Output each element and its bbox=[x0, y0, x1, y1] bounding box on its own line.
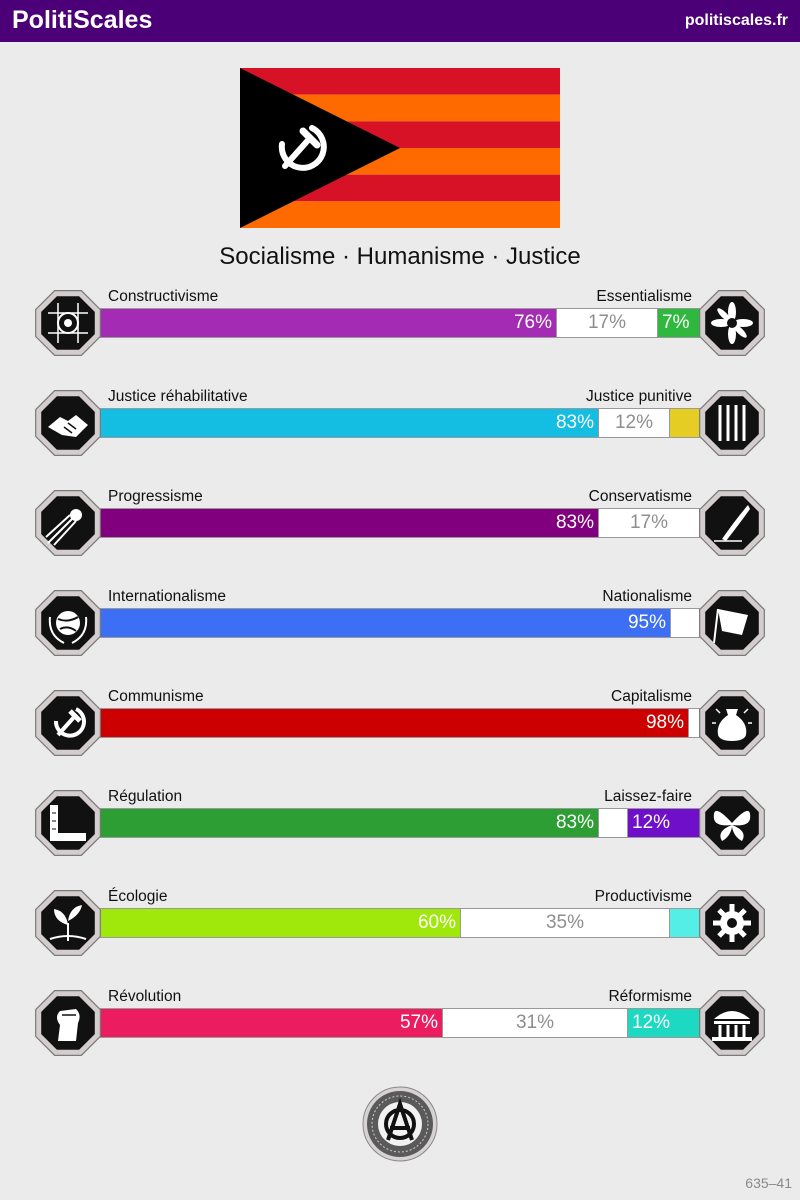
ruler-square-icon bbox=[32, 787, 104, 859]
neutral-score: 12% bbox=[614, 412, 654, 433]
left-score-segment bbox=[100, 509, 598, 537]
axis-left-label: Écologie bbox=[108, 888, 168, 905]
neutral-score-segment bbox=[460, 909, 670, 937]
right-score-segment bbox=[658, 309, 700, 337]
axis-row bbox=[0, 580, 800, 660]
left-score-segment bbox=[100, 609, 670, 637]
left-score-segment bbox=[100, 909, 460, 937]
axis-right-label: Réformisme bbox=[608, 988, 692, 1005]
neutral-score: 31% bbox=[515, 1012, 555, 1033]
raised-fist-icon bbox=[32, 987, 104, 1059]
neutral-score-segment bbox=[598, 409, 670, 437]
axis-bar bbox=[100, 508, 700, 538]
axis-left-label: Progressisme bbox=[108, 488, 203, 505]
left-score: 95% bbox=[627, 612, 666, 633]
axis-right-label: Justice punitive bbox=[586, 388, 692, 405]
left-score: 98% bbox=[645, 712, 684, 733]
left-score: 57% bbox=[399, 1012, 438, 1033]
left-score-segment bbox=[100, 709, 688, 737]
seedling-icon bbox=[32, 887, 104, 959]
gear-icon bbox=[696, 887, 768, 959]
globe-wreath-icon bbox=[32, 587, 104, 659]
right-score: 7% bbox=[662, 312, 690, 333]
comet-icon bbox=[32, 487, 104, 559]
neutral-score-segment bbox=[598, 509, 700, 537]
neutral-score: 35% bbox=[545, 912, 585, 933]
axis-row bbox=[0, 480, 800, 560]
axis-right-label: Essentialisme bbox=[596, 288, 692, 305]
axis-left-label: Internationalisme bbox=[108, 588, 227, 605]
hammer-sickle-icon bbox=[32, 687, 104, 759]
axis-left-label: Communisme bbox=[108, 688, 204, 705]
axis-row bbox=[0, 380, 800, 460]
right-score: 12% bbox=[632, 1012, 671, 1033]
axis-bar bbox=[100, 308, 700, 338]
quill-pen-icon bbox=[696, 487, 768, 559]
anarchy-seal-icon bbox=[362, 1086, 438, 1162]
result-code: 635–41 bbox=[745, 1175, 792, 1191]
constructivism-icon bbox=[32, 287, 104, 359]
flag-image bbox=[240, 68, 560, 228]
neutral-score: 17% bbox=[629, 512, 669, 533]
left-score-segment bbox=[100, 409, 598, 437]
axis-left-label: Régulation bbox=[108, 788, 183, 805]
header-bar bbox=[0, 0, 800, 42]
axis-row bbox=[0, 680, 800, 760]
axis-row bbox=[0, 880, 800, 960]
axis-bar bbox=[100, 808, 700, 838]
motto-text: Socialisme · Humanisme · Justice bbox=[219, 243, 581, 270]
site-link[interactable]: politiscales.fr bbox=[684, 12, 788, 29]
axis-right-label: Capitalisme bbox=[611, 688, 692, 705]
right-score: 12% bbox=[632, 812, 671, 833]
axis-left-label: Constructivisme bbox=[108, 288, 219, 305]
axis-bar bbox=[100, 908, 700, 938]
neutral-score-segment bbox=[598, 809, 628, 837]
flag-icon bbox=[696, 587, 768, 659]
neutral-score: 17% bbox=[587, 312, 627, 333]
axis-row bbox=[0, 280, 800, 360]
right-score-segment bbox=[628, 1009, 700, 1037]
axis-bar bbox=[100, 608, 700, 638]
left-score-segment bbox=[100, 1009, 442, 1037]
essentialism-icon bbox=[696, 287, 768, 359]
left-score: 83% bbox=[555, 512, 594, 533]
left-score-segment bbox=[100, 309, 556, 337]
money-bag-icon bbox=[696, 687, 768, 759]
neutral-score-segment bbox=[442, 1009, 628, 1037]
handshake-icon bbox=[32, 387, 104, 459]
axis-right-label: Conservatisme bbox=[588, 488, 692, 505]
axis-left-label: Révolution bbox=[108, 988, 182, 1005]
axis-right-label: Laissez-faire bbox=[604, 788, 692, 805]
axis-row bbox=[0, 780, 800, 860]
butterfly-icon bbox=[696, 787, 768, 859]
left-score: 60% bbox=[417, 912, 456, 933]
left-score: 83% bbox=[555, 812, 594, 833]
parliament-icon bbox=[696, 987, 768, 1059]
axis-bar bbox=[100, 1008, 700, 1038]
left-score-segment bbox=[100, 809, 598, 837]
axis-bar bbox=[100, 408, 700, 438]
neutral-score-segment bbox=[556, 309, 658, 337]
brand-title[interactable]: PolitiScales bbox=[12, 6, 153, 34]
axis-right-label: Productivisme bbox=[594, 888, 692, 905]
prison-bars-icon bbox=[696, 387, 768, 459]
right-score-segment bbox=[628, 809, 700, 837]
left-score: 83% bbox=[555, 412, 594, 433]
left-score: 76% bbox=[513, 312, 552, 333]
axis-right-label: Nationalisme bbox=[602, 588, 692, 605]
axis-bar bbox=[100, 708, 700, 738]
axis-left-label: Justice réhabilitative bbox=[108, 388, 248, 405]
axis-row bbox=[0, 980, 800, 1060]
